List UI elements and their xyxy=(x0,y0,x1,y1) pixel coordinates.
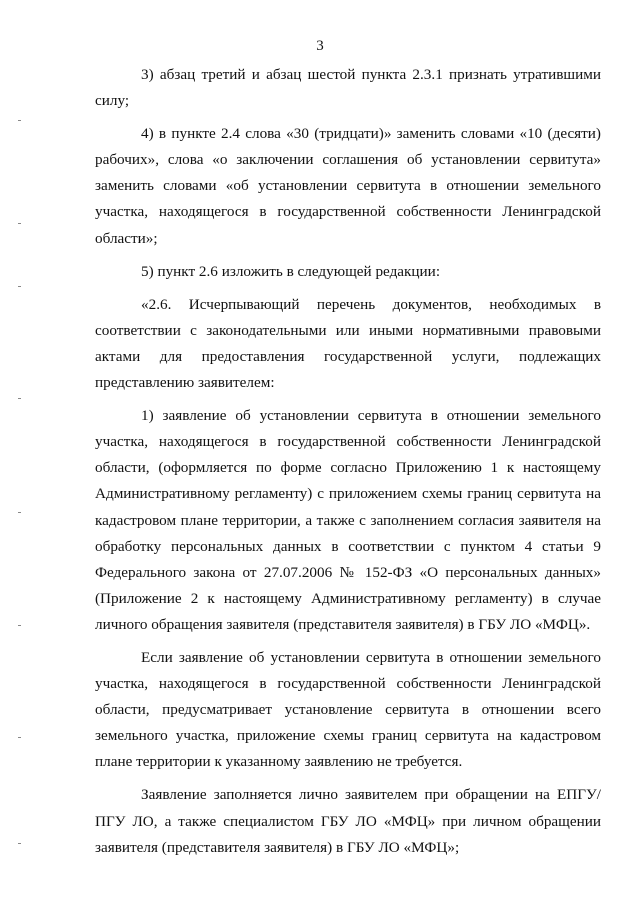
scan-margin-mark xyxy=(18,398,21,399)
body-text xyxy=(95,62,601,861)
scan-margin-mark xyxy=(18,625,21,626)
scan-margin-mark xyxy=(18,286,21,287)
paragraph-application-filling: Заявление заполняется лично заявителем при обращении на ЕПГУ/ПГУ ЛО, а также специалистом ГБУ ЛО «МФЦ» при личном обращении заявителя (представителя заявителя) в ГБУ ЛО «МФЦ»; xyxy=(95,786,601,856)
scan-margin-mark xyxy=(18,120,21,121)
paragraph-subitem-1: 1) заявление об установлении сервитута в отношении земельного участка, находящегося в государственной собственности Ленинградской области, (оформляется по форме согласно Приложению 1 к настоящему Административному регламенту) с приложением схемы границ сервитута на кадастровом плане территории, а также с заполнением согласия заявителя на обработку персональных данных в соответствии с пунктом 4 статьи 9 Федерального закона от 27.07.2006 № 152-ФЗ «О персональных данных» (Приложение 2 к настоящему Административному регламенту) в случае личного обращения заявителя (представителя заявителя) в ГБУ ЛО «МФЦ». xyxy=(95,407,601,633)
paragraph-item-4: 4) в пункте 2.4 слова «30 (тридцати)» заменить словами «10 (десяти) рабочих», слова «о заключении соглашения об установлении сервитута» заменить словами «об установлении сервитута в отношении земельного участка, находящегося в государственной собственности Ленинградской области»; xyxy=(95,125,601,247)
page-number: 3 xyxy=(316,38,324,54)
paragraph-section-2-6: «2.6. Исчерпывающий перечень документов, необходимых в соответствии с законодательными или иными нормативными правовыми актами для предоставления государственной услуги, подлежащих представлению заявителем: xyxy=(95,295,601,392)
scan-margin-mark xyxy=(18,737,21,738)
scan-margin-mark xyxy=(18,843,21,844)
scan-margin-mark xyxy=(18,512,21,513)
scan-margin-mark xyxy=(18,223,21,224)
paragraph-scheme-exception: Если заявление об установлении сервитута в отношении земельного участка, находящегося в государственной собственности Ленинградской области, предусматривает установление сервитута в отношении всего земельного участка, приложение схемы границ сервитута на кадастровом плане территории к указанному заявлению не требуется. xyxy=(95,648,601,771)
paragraph-item-5: 5) пункт 2.6 изложить в следующей редакции: xyxy=(141,262,441,280)
paragraph-item-3: 3) абзац третий и абзац шестой пункта 2.3.1 признать утратившими силу; xyxy=(95,66,601,110)
